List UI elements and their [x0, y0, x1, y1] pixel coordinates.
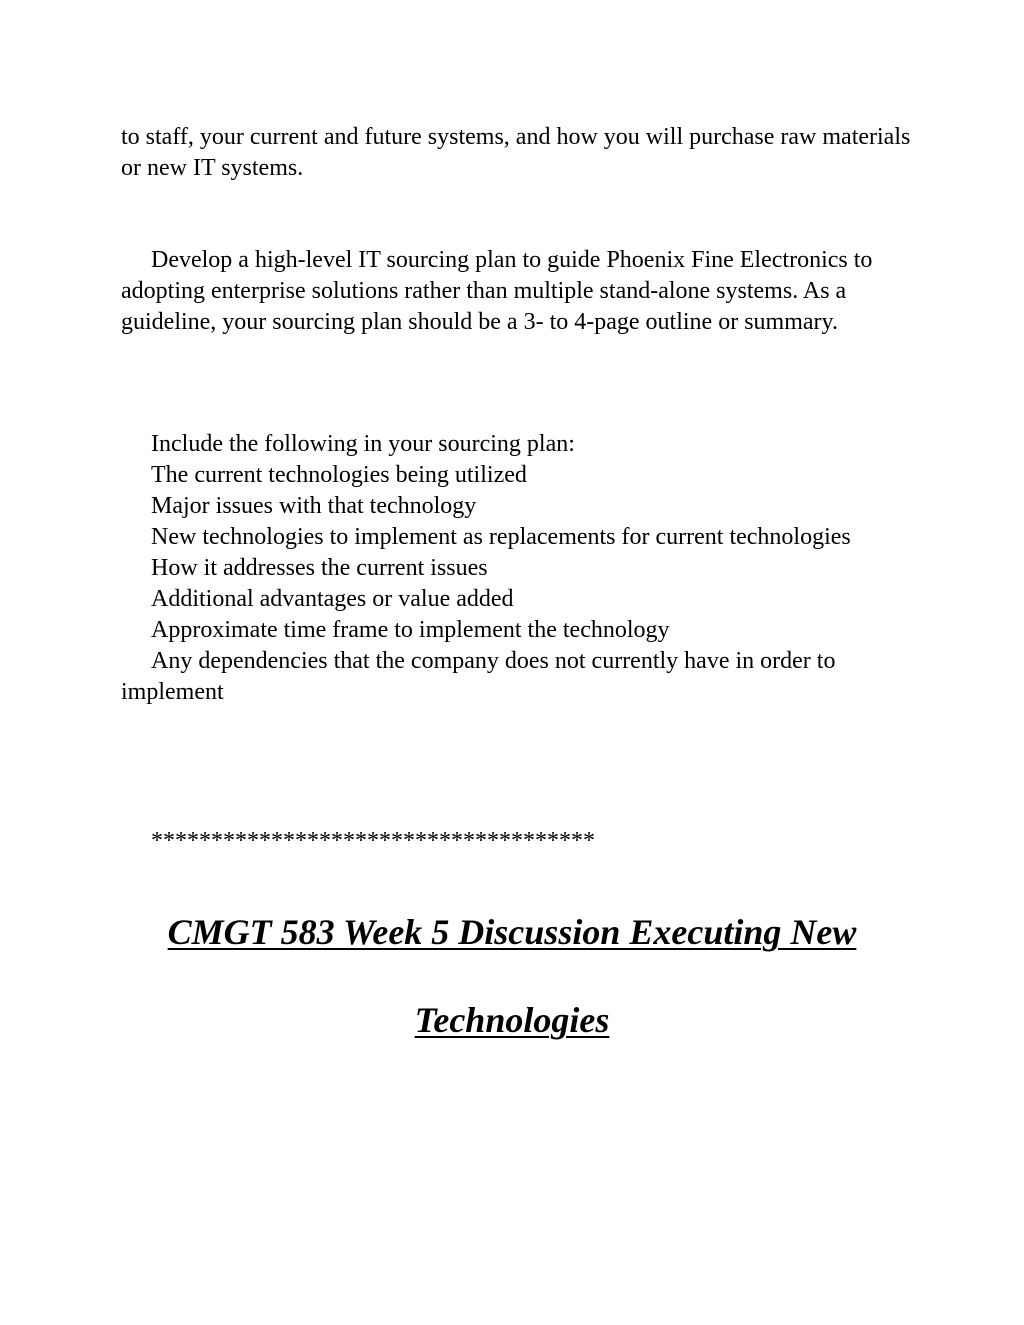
list-item: Any dependencies that the company does not currently have in order to implement: [121, 648, 836, 705]
list-item: New technologies to implement as replacements for current technologies: [151, 524, 851, 550]
requirements-list: [121, 429, 911, 708]
list-item: Additional advantages or value added: [151, 586, 514, 612]
paragraph-continuation: to staff, your current and future systems, and how you will purchase raw materials or new IT systems.: [121, 124, 911, 181]
paragraph-sourcing-plan: Develop a high-level IT sourcing plan to guide Phoenix Fine Electronics to adopting enterprise solutions rather than multiple stand-alone systems. As a guideline, your sourcing plan should be a 3- to 4-page outline or summary.: [121, 247, 873, 335]
asterisk-separator: *************************************: [151, 828, 595, 854]
list-item: Approximate time frame to implement the technology: [151, 617, 670, 643]
section-heading: CMGT 583 Week 5 Discussion Executing New Technologies: [167, 912, 857, 1040]
list-item: How it addresses the current issues: [151, 555, 488, 581]
list-item: The current technologies being utilized: [151, 462, 527, 488]
list-item: Include the following in your sourcing plan:: [151, 431, 575, 457]
list-item: Major issues with that technology: [151, 493, 477, 519]
